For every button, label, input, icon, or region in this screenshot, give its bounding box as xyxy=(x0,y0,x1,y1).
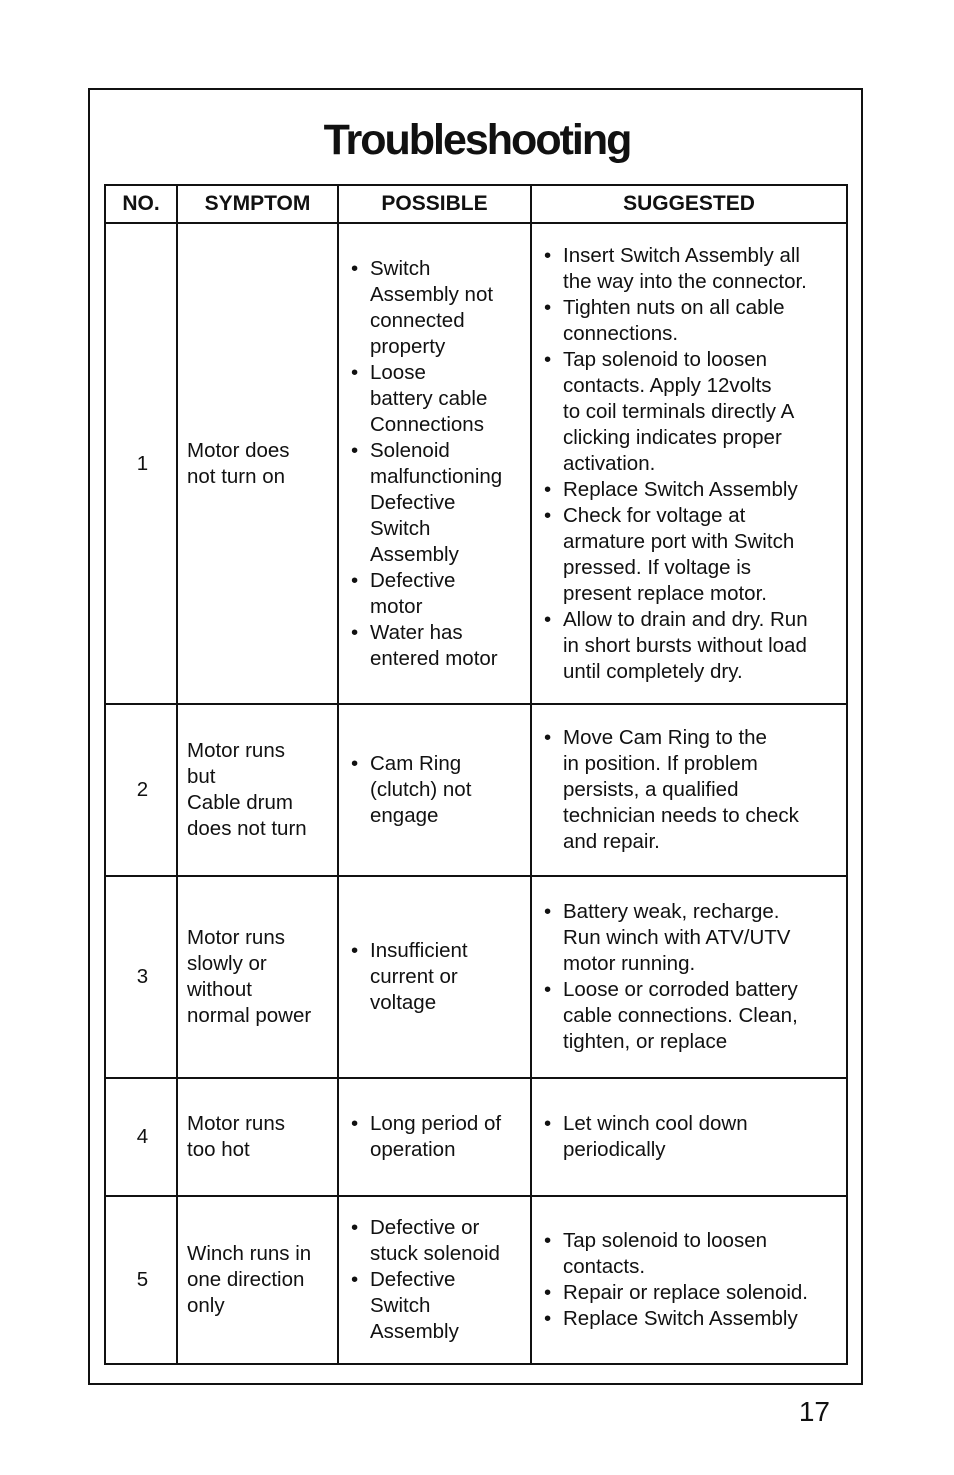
table-row xyxy=(105,1196,847,1364)
list-item: • Defective Switch Assembly xyxy=(348,1267,524,1345)
table-row xyxy=(105,223,847,704)
suggested-list xyxy=(541,1111,840,1163)
possible-list xyxy=(348,1215,524,1345)
table-row xyxy=(105,704,847,876)
possible-list xyxy=(348,751,524,829)
list-item: • Cam Ring (clutch) not engage xyxy=(348,751,524,829)
row-number: 3 xyxy=(105,876,177,1078)
list-item: • Water has entered motor xyxy=(348,620,524,672)
table-header-row xyxy=(105,185,847,223)
list-item: • Defective or stuck solenoid xyxy=(348,1215,524,1267)
header-symptom: SYMPTOM xyxy=(177,185,338,223)
row-number: 4 xyxy=(105,1078,177,1196)
list-item: • Loose or corroded battery cable connections. Clean, tighten, or replace xyxy=(541,977,840,1055)
list-item: • Move Cam Ring to the in position. If problem persists, a qualified technician needs to check and repair. xyxy=(541,725,840,855)
header-suggested: SUGGESTED xyxy=(531,185,847,223)
list-item: • Switch Assembly not connected property xyxy=(348,256,524,360)
page-title: Troubleshooting xyxy=(323,116,631,164)
possible-cell xyxy=(338,1196,531,1364)
list-item: • Battery weak, recharge. Run winch with ATV/UTV motor running. xyxy=(541,899,840,977)
list-item: • Tap solenoid to loosen contacts. xyxy=(541,1228,840,1280)
list-item: • Replace Switch Assembly xyxy=(541,1306,840,1332)
suggested-cell xyxy=(531,1196,847,1364)
suggested-list xyxy=(541,243,840,685)
suggested-cell xyxy=(531,704,847,876)
list-item: • Tap solenoid to loosen contacts. Apply 12volts to coil terminals directly A clicking indicates proper activation. xyxy=(541,347,840,477)
row-number: 5 xyxy=(105,1196,177,1364)
row-number: 1 xyxy=(105,223,177,704)
row-number: 2 xyxy=(105,704,177,876)
list-item: • Loose battery cable Connections xyxy=(348,360,524,438)
symptom-cell: Winch runs in one direction only xyxy=(177,1196,338,1364)
list-item: • Solenoid malfunctioning Defective Switch Assembly xyxy=(348,438,524,568)
table-row xyxy=(105,876,847,1078)
table-row xyxy=(105,1078,847,1196)
suggested-list xyxy=(541,1228,840,1332)
list-item: • Defective motor xyxy=(348,568,524,620)
possible-cell xyxy=(338,1078,531,1196)
suggested-list xyxy=(541,725,840,855)
list-item: • Tighten nuts on all cable connections. xyxy=(541,295,840,347)
symptom-cell: Motor does not turn on xyxy=(177,223,338,704)
list-item: • Repair or replace solenoid. xyxy=(541,1280,840,1306)
header-possible: POSSIBLE xyxy=(338,185,531,223)
suggested-cell xyxy=(531,876,847,1078)
suggested-cell xyxy=(531,223,847,704)
possible-cell xyxy=(338,876,531,1078)
symptom-cell: Motor runs slowly or without normal power xyxy=(177,876,338,1078)
list-item: • Insufficient current or voltage xyxy=(348,938,524,1016)
possible-list xyxy=(348,256,524,672)
possible-list xyxy=(348,938,524,1016)
symptom-cell: Motor runs too hot xyxy=(177,1078,338,1196)
list-item: • Replace Switch Assembly xyxy=(541,477,840,503)
list-item: • Let winch cool down periodically xyxy=(541,1111,840,1163)
possible-list xyxy=(348,1111,524,1163)
list-item: • Long period of operation xyxy=(348,1111,524,1163)
possible-cell xyxy=(338,704,531,876)
troubleshooting-table xyxy=(104,184,848,1365)
list-item: • Check for voltage at armature port with Switch pressed. If voltage is present replace motor. xyxy=(541,503,840,607)
list-item: • Allow to drain and dry. Run in short bursts without load until completely dry. xyxy=(541,607,840,685)
possible-cell xyxy=(338,223,531,704)
list-item: • Insert Switch Assembly all the way into the connector. xyxy=(541,243,840,295)
header-no: NO. xyxy=(105,185,177,223)
symptom-cell: Motor runs but Cable drum does not turn xyxy=(177,704,338,876)
suggested-cell xyxy=(531,1078,847,1196)
page-number: 17 xyxy=(798,1396,830,1427)
suggested-list xyxy=(541,899,840,1055)
